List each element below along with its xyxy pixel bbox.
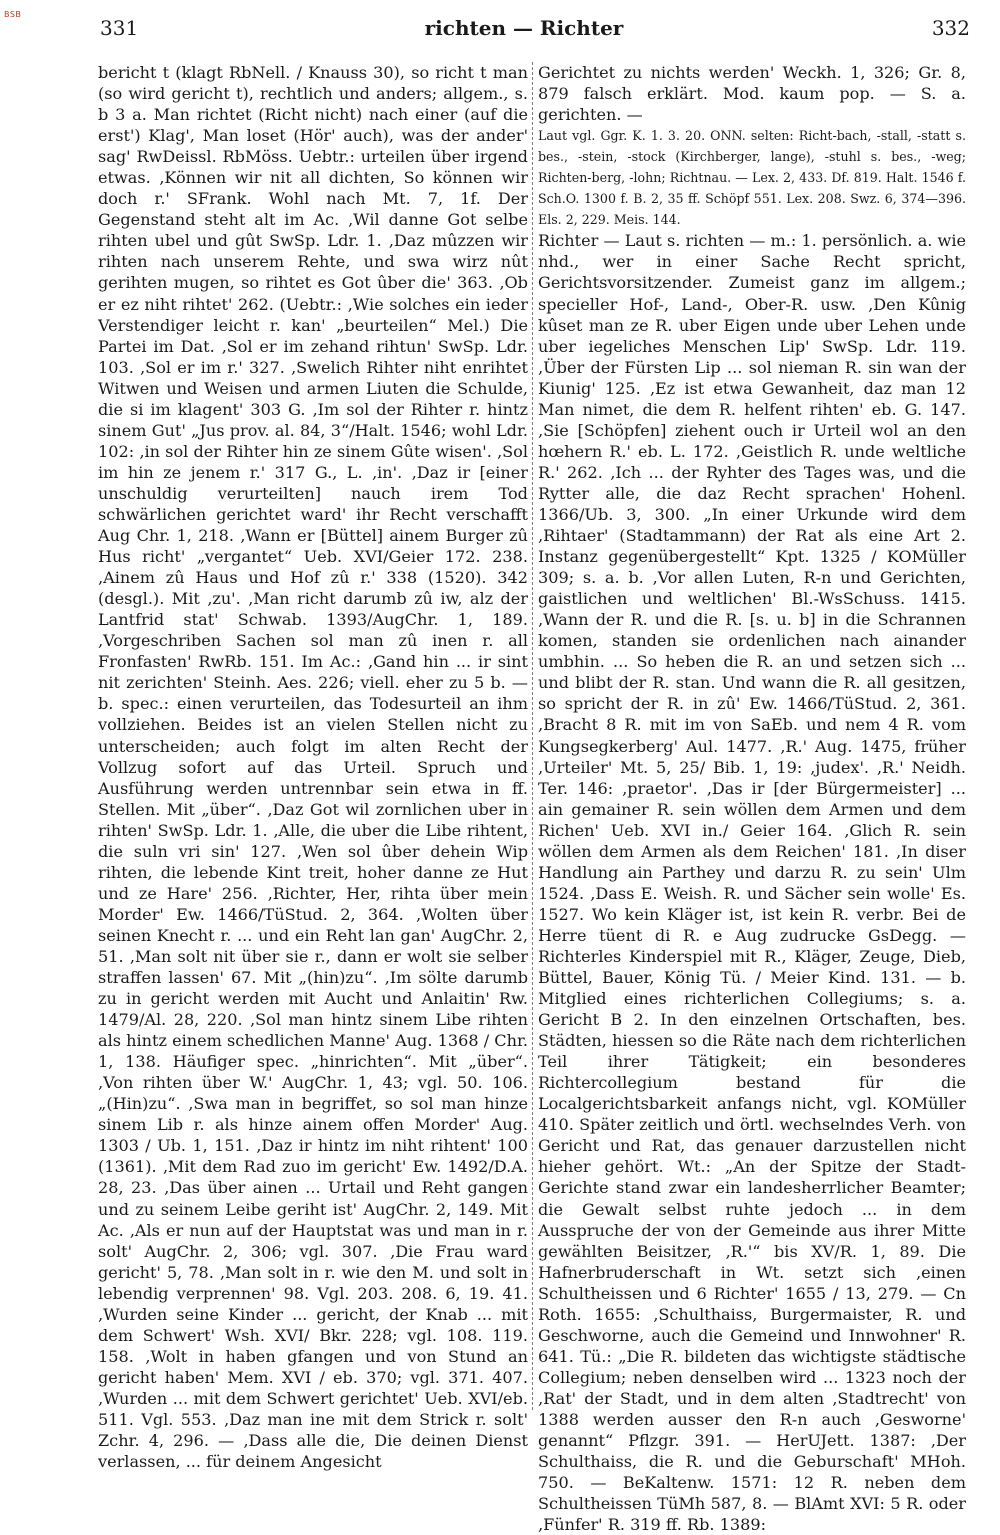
page-number-right: 332 [931, 16, 970, 40]
right-column-etymology-notes: Laut vgl. Ggr. K. 1. 3. 20. ONN. selten: Richt-bach, -stall, -statt s. bes., -stein, -stock (Kirchberger, lange), -stuhl s. bes., -weg; Richten-berg, -lohn; Richtnau. — Lex. 2, 433. Df. 819. Halt. 1546 f. Sch.O. 1300 f. B. 2, 35 ff. Schöpf 551. Lex. 208. Swz. 6, 374—396. Els. 2, 229. Meis. 144. [538, 128, 966, 228]
library-stamp: BSB [4, 10, 22, 19]
entry-richter: Richter — Laut s. richten — m.: 1. persönlich. a. wie nhd., wer in einer Sache Recht spricht, Gerichtsvorsitzender. Zumeist ganz im allgem.; specieller Hof-, Land-, Ober-R. usw. ‚Den Kûnig kûset man ze R. uber Eigen unde uber Lehen unde uber iegeliches Menschen Lip' SwSp. Ldr. 119. ‚Über der Fürsten Lip ... sol nieman R. sin wan der Kiunig' 125. ‚Ez ist etwa Gewanheit, daz man 12 Man nimet, die dem R. helfent rihten' eb. G. 147. ‚Sie [Schöpfen] ziehent ouch ir Urteil wol an den hœhern R.' eb. L. 172. ‚Geistlich R. unde weltliche R.' 262. ‚Ich ... der Ryhter des Tages was, und die Rytter alle, die daz Recht sprachen' Hohenl. 1366/Ub. 3, 300. „In einer Urkunde wird dem ‚Rihtaer' (Stadtammann) der Rat als eine Art 2. Instanz gegenübergestellt“ Kpt. 1325 / KOMüller 309; s. a. b. ‚Vor allen Luten, R-n und Gerichten, gaistlichen und weltlichen' Bl.-WsSchuss. 1415. ‚Wann der R. und die R. [s. u. b] in die Schrannen komen, standen sie ordenlichen nach ainander umbhin. ... So heben die R. an und setzen sich ... und blibt der R. stan. Und wann die R. all gesitzen, so spricht der R. in zû' Ew. 1466/TüStud. 2, 361. ‚Bracht 8 R. mit im von SaEb. und nem 4 R. vom Kungsegkerberg' Aul. 1477. ‚R.' Aug. 1475, früher ‚Urteiler' Mt. 5, 25/ Bib. 1, 19: ‚judex'. ‚R.' Neidh. Ter. 146: ‚praetor'. ‚Das ir [der Bürgermeister] ... ain gemainer R. sein wöllen dem Armen und dem Richen' Ueb. XVI in./ Geier 164. ‚Glich R. sein wöllen dem Armen als dem Reichen' 181. ‚In diser Handlung ain Parthey und darzu R. zu sein' Ulm 1524. ‚Dass E. Weish. R. und Sächer sein wolle' Es. 1527. Wo kein Kläger ist, ist kein R. verbr. Bei de Herre tüent di R. e Aug zudrucke GsDegg. — Richterles Kinderspiel mit R., Kläger, Zeuge, Dieb, Büttel, Bauer, König Tü. / Meier Kind. 131. — b. Mitglied eines richterlichen Collegiums; s. a. Gericht B 2. In den einzelnen Ortschaften, bes. Städten, hiessen so die Räte nach dem richterlichen Teil ihrer Tätigkeit; ein besonderes Richtercollegium bestand für die Localgerichtsbarkeit anfangs nicht, vgl. KOMüller 410. Später zeitlich und örtl. wechselndes Verh. von Gericht und Rat, das genauer darzustellen nicht hieher gehört. Wt.: „An der Spitze der Stadt-Gerichte stand zwar ein landesherrlicher Beamter; die Gewalt selbst ruhte jedoch ... in dem Ausspruche der von der Gemeinde aus ihrer Mitte gewählten Beisitzer, ‚R.'“ bis XV/R. 1, 89. Die Hafnerbruderschaft in Wt. setzt sich ‚einen Schultheissen und 6 Richter' 1655 / 13, 279. — Cn Roth. 1655: ‚Schulthaiss, Burgermaister, R. und Geschworne, auch die Gemeind und Innwohner' R. 641. Tü.: „Die R. bildeten das wichtigste städtische Collegium; neben denselben wird ... 1323 noch der ‚Rat' der Stadt, und in dem alten ‚Stadtrecht' von 1388 werden ausser den R-n auch ‚Gesworne' genannt“ Pflzgr. 391. — HerUJett. 1387: ‚Der Schulthaiss, die R. und die Geburschaft' MHoh. 750. — BeKaltenw. 1571: 12 R. neben dem Schultheissen TüMh 587, 8. — BlAmt XVI: 5 R. oder ‚Fünfer' R. 319 ff. Rb. 1389: [538, 231, 966, 1535]
column-divider [532, 62, 533, 1410]
right-column [538, 62, 966, 1535]
page-number-left: 331 [100, 16, 139, 40]
page-header [78, 14, 970, 44]
left-column-text: bericht t (klagt RbNell. / Knauss 30), so richt t man (so wird gericht t), rechtlich und anders; allgem., s. b 3 a. Man richtet (Richt nicht) nach einer (auf die erst') Klag', Man loset (Hör' auch), was der ander' sag' RwDeissl. RbMöss. Uebtr.: urteilen über irgend etwas. ‚Können wir nit all dichten, So können wir doch r.' SFrank. Wohl nach Mt. 7, 1f. Der Gegenstand steht alt im Ac. ‚Wil danne Got selbe rihten ubel und gût SwSp. Ldr. 1. ‚Daz mûzzen wir rihten nach unserem Rehte, und swa wirz nût gerihten mugen, so rihtet es Got ûber die' 363. ‚Ob er ez niht rihtet' 262. (Uebtr.: ‚Wie solches ein ieder Verstendiger leicht r. kan' „beurteilen“ Mel.) Die Partei im Dat. ‚Sol er im zehand rihtun' SwSp. Ldr. 103. ‚Sol er im r.' 327. ‚Swelich Rihter niht enrihtet Witwen und Weisen und armen Liuten die Schulde, die si im klagent' 303 G. ‚Im sol der Rihter r. hintz sinem Gut' „Jus prov. al. 84, 3“/Halt. 1546; wohl Ldr. 102: ‚in sol der Rihter hin ze sinem Gûte wisen'. ‚Sol im hin ze jenem r.' 317 G., L. ‚in'. ‚Daz ir [einer unschuldig verurteilten] nauch irem Tod schwärlichen gerichtet ward' ihr Recht verschafft Aug Chr. 1, 218. ‚Wann er [Büttel] ainem Burger zû Hus richt' „vergantet“ Ueb. XVI/Geier 172. 238. ‚Ainem zû Haus und Hof zû r.' 338 (1520). 342 (desgl.). Mit ‚zu'. ‚Man richt darumb zû iw, alz der Lantfrid stat' Schwab. 1393/AugChr. 1, 189. ‚Vorgeschriben Sachen sol man zû inen r. all Fronfasten' RwRb. 151. Im Ac.: ‚Gand hin ... ir sint nit zerichten' Steinh. Aes. 226; viell. eher zu 5 b. — b. spec.: einen verurteilen, das Todesurteil an ihm vollziehen. Beides ist an vielen Stellen nicht zu unterscheiden; auch folgt im alten Recht der Vollzug sofort auf das Urteil. Spruch und Ausführung werden untrennbar sein etwa in ff. Stellen. Mit „über“. ‚Daz Got wil zornlichen uber in rihten' SwSp. Ldr. 1. ‚Alle, die uber die Libe rihtent, die suln vri sin' 127. ‚Wen sol ûber dehein Wip rihten, die lebende Kint treit, hoher danne ze Hut und ze Hare' 256. ‚Richter, Her, rihta über mein Morder' Ew. 1466/TüStud. 2, 364. ‚Wolten über seinen Knecht r. ... und ein Reht lan gan' AugChr. 2, 51. ‚Man solt nit über sie r., dann er wolt sie selber straffen lassen' 67. Mit „(hin)zu“. ‚Im sölte darumb zu in gericht werden mit Aucht und Anlaitin' Rw. 1479/Al. 28, 220. ‚Sol man hintz sinem Libe rihten als hintz einem schedlichen Manne' Aug. 1368 / Chr. 1, 138. Häufiger spec. „hinrichten“. Mit „über“. ‚Von rihten über W.' AugChr. 1, 43; vgl. 50. 106. „(Hin)zu“. ‚Swa man in begriffet, so sol man hinze sinem Lib r. als hinze ainem offen Morder' Aug. 1303 / Ub. 1, 151. ‚Daz ir hintz im niht rihtent' 100 (1361). ‚Mit dem Rad zuo im gericht' Ew. 1492/D.A. 28, 23. ‚Das über ainen ... Urtail und Reht gangen und zu seinem Leibe geriht ist' AugChr. 2, 149. Mit Ac. ‚Als er nun auf der Hauptstat was und man in r. solt' AugChr. 2, 306; vgl. 307. ‚Die Frau ward gericht' 5, 78. ‚Man solt in r. wie den M. und solt in lebendig verprennen' 98. Vgl. 203. 208. 6, 19. 41. ‚Wurden seine Kinder ... gericht, der Knab ... mit dem Schwert' Wsh. XVI/ Bkr. 228; vgl. 108. 119. 158. ‚Wolt in haben gfangen und von Stund an gericht haben' Mem. XVI / eb. 370; vgl. 371. 407. ‚Wurden ... mit dem Schwert gerichtet' Ueb. XVI/eb. 511. Vgl. 553. ‚Daz man ine mit dem Strick r. solt' Zchr. 4, 296. — ‚Dass alle die, Die deinen Dienst verlassen, ... für deinem Angesicht [98, 63, 528, 1472]
left-column [98, 62, 528, 1472]
right-column-text-continuation: Gerichtet zu nichts werden' Weckh. 1, 326; Gr. 8, 879 falsch erklärt. Mod. kaum pop. — S. a. gerichten. — [538, 63, 966, 125]
page-title: richten — Richter [424, 16, 624, 40]
